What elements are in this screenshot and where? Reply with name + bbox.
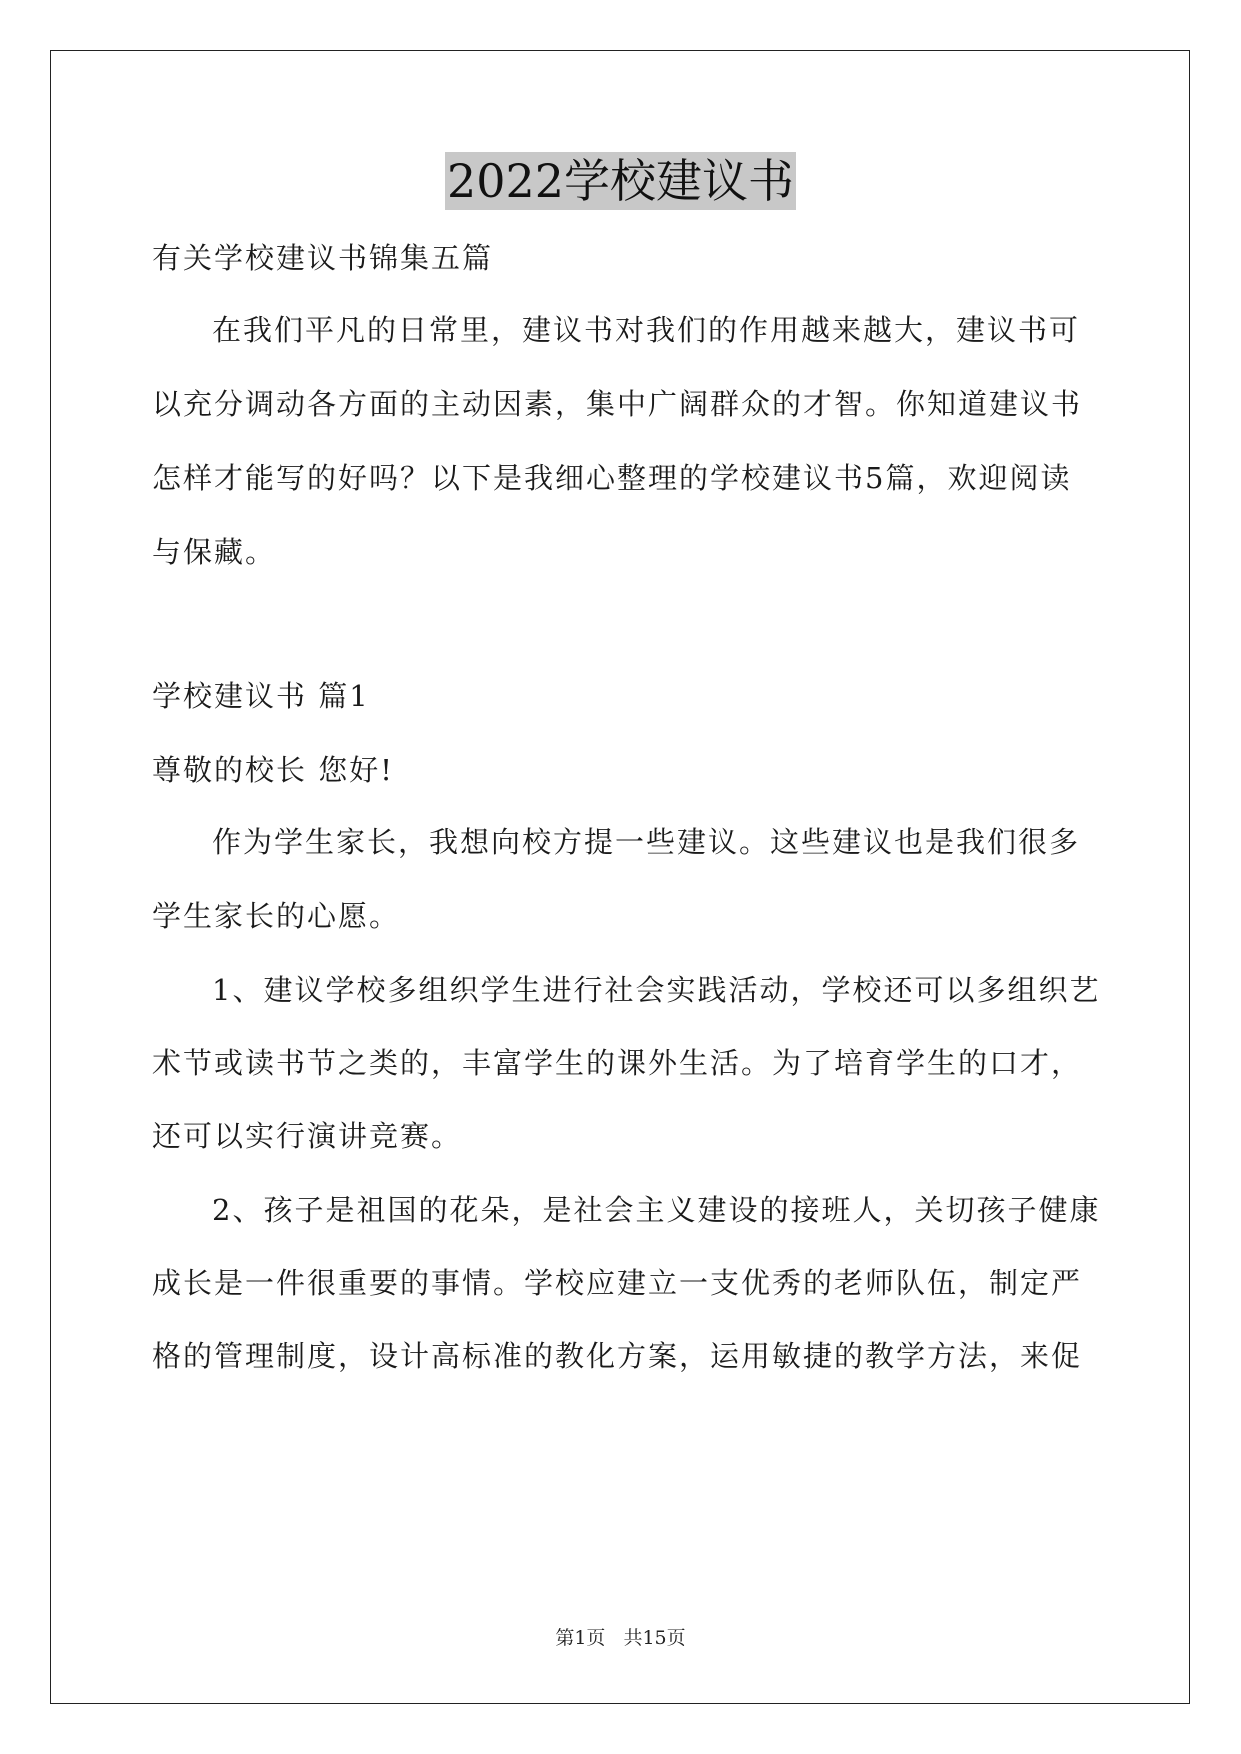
body-line-4: 术节或读书节之类的，丰富学生的课外生活。为了培育学生的口才，: [152, 1046, 1083, 1080]
salutation-line: 尊敬的校长 您好!: [152, 753, 394, 787]
body-line-7: 成长是一件很重要的事情。学校应建立一支优秀的老师队伍，制定严: [152, 1266, 1083, 1300]
body-line-3: 1、建议学校多组织学生进行社会实践活动，学校还可以多组织艺: [212, 973, 1101, 1007]
page-footer: [0, 1626, 1241, 1650]
body-line-5: 还可以实行演讲竞赛。: [152, 1119, 463, 1153]
body-line-8: 格的管理制度，设计高标准的教化方案，运用敏捷的教学方法，来促: [152, 1339, 1083, 1373]
body-line-1: 作为学生家长，我想向校方提一些建议。这些建议也是我们很多: [212, 825, 1081, 859]
subtitle-line: 有关学校建议书锦集五篇: [152, 241, 494, 275]
title-container: [0, 152, 1241, 210]
document-title: 2022学校建议书: [446, 154, 795, 208]
page-current: 第1页: [555, 1627, 606, 1649]
body-line-2: 学生家长的心愿。: [152, 899, 401, 933]
intro-line-3: 怎样才能写的好吗？以下是我细心整理的学校建议书5篇，欢迎阅读: [152, 461, 1072, 495]
intro-line-4: 与保藏。: [152, 535, 277, 569]
page-total: 共15页: [623, 1627, 686, 1649]
page-border: [50, 50, 1190, 1704]
section-heading: 学校建议书 篇1: [152, 679, 370, 713]
intro-line-1: 在我们平凡的日常里，建议书对我们的作用越来越大，建议书可: [212, 313, 1081, 347]
body-line-6: 2、孩子是祖国的花朵，是社会主义建设的接班人，关切孩子健康: [212, 1193, 1101, 1227]
intro-line-2: 以充分调动各方面的主动因素，集中广阔群众的才智。你知道建议书: [152, 387, 1083, 421]
